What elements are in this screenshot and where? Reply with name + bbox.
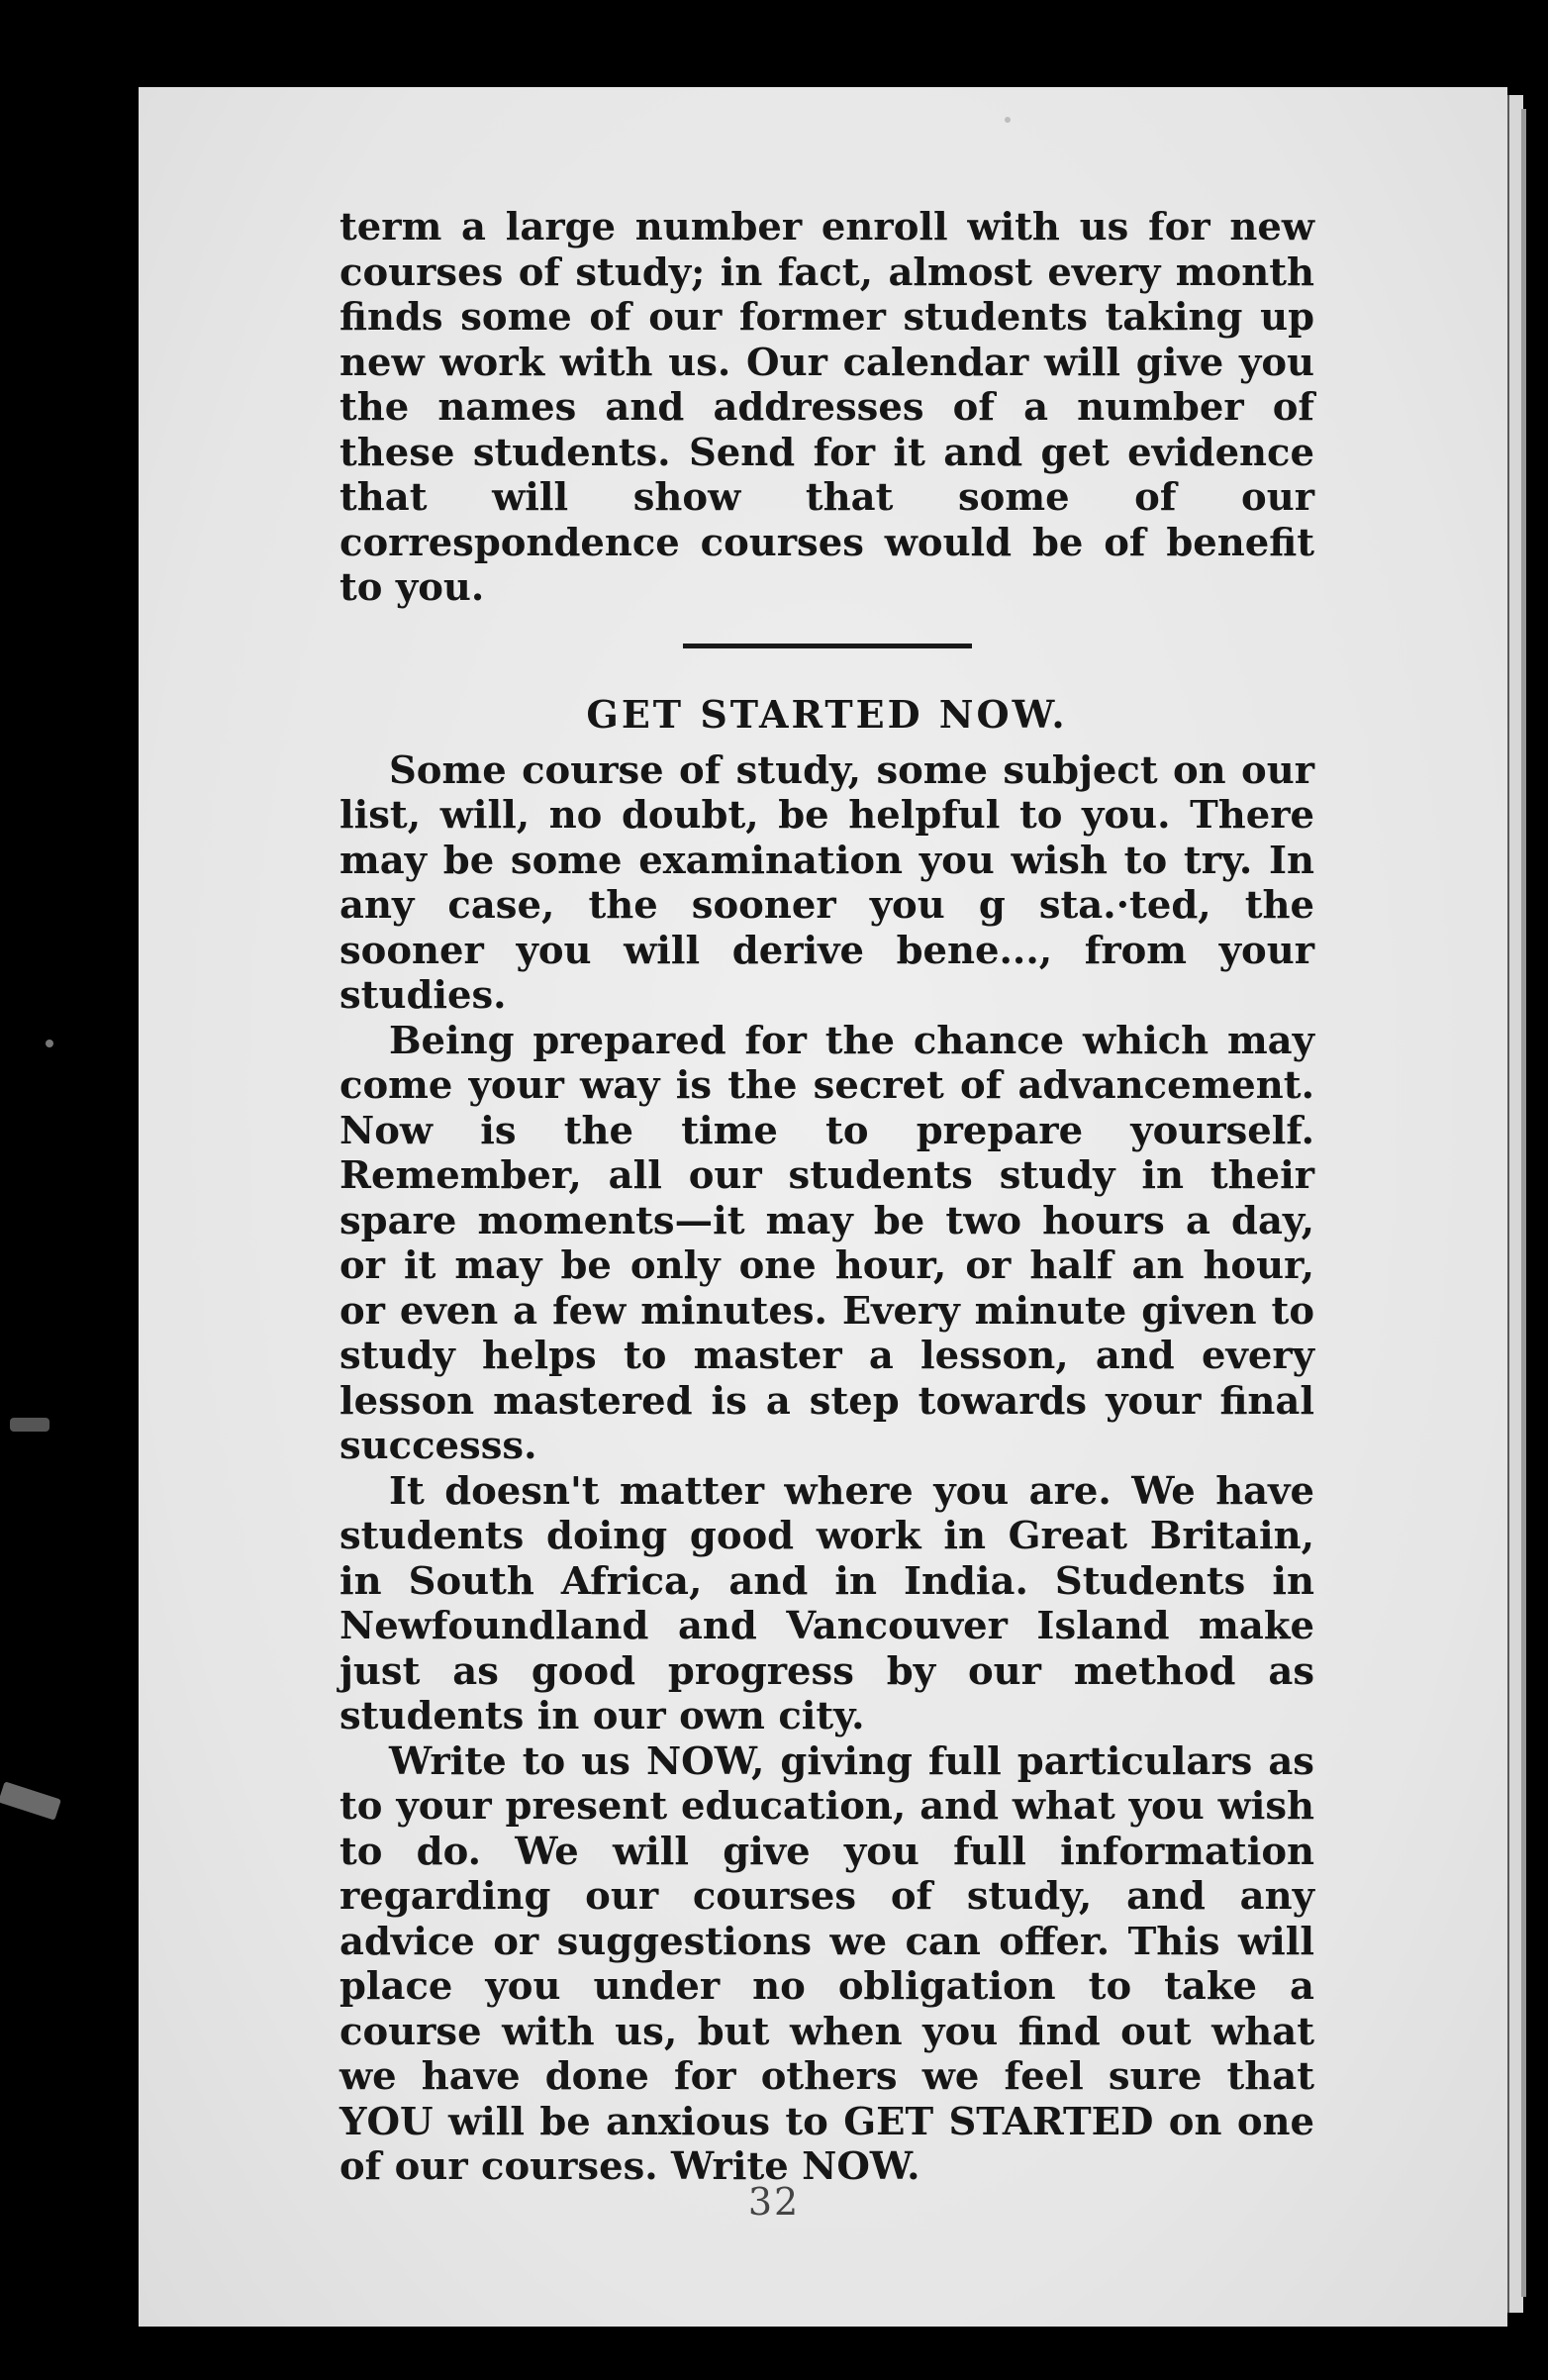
- page-edge-shadow: [1521, 109, 1526, 2297]
- intro-paragraph: term a large number enroll with us for new courses of study; in fact, almost every month finds some of our former students taking up new work with us. Our calendar will give you the names and addresses of a number of these students. Send for it and get evidence that will show that some of our correspondence courses would be of benefit to you.: [339, 205, 1314, 610]
- section-divider: [683, 644, 972, 648]
- body-paragraph: Some course of study, some subject on our list, will, no doubt, be helpful to you. There may be some examination you wish to try. In any case, the sooner you g sta.·ted, the sooner you will derive bene..., from your studies.: [339, 747, 1314, 1018]
- paper-speck: [1005, 117, 1011, 123]
- page-number: 32: [747, 2180, 801, 2224]
- margin-speck: [10, 1418, 49, 1432]
- body-paragraph: Write to us NOW, giving full particulars as to your present education, and what you wish to do. We will give you full information regarding our courses of study, and any advice or suggestions we can offer. This will place you under no obligation to take a course with us, but when you find out what we have done for others we feel sure that YOU will be anxious to GET STARTED on one of our courses. Write NOW.: [339, 1738, 1314, 2189]
- margin-speck: [46, 1040, 53, 1047]
- body-paragraph: Being prepared for the chance which may come your way is the secret of advancement. Now is the time to prepare yourself. Remember, all our students study in their spare moments—it may be two hours a day, or it may be only one hour, or half an hour, or even a few minutes. Every minute given to study helps to master a lesson, and every lesson mastered is a step towards your final successs.: [339, 1018, 1314, 1468]
- margin-speck: [0, 1781, 61, 1820]
- page-body: [339, 205, 1314, 2190]
- section-heading: GET STARTED NOW.: [586, 691, 1068, 737]
- body-paragraph: It doesn't matter where you are. We have students doing good work in Great Britain, in South Africa, and in India. Students in Newfoundland and Vancouver Island make just as good progress by our method as students in our own city.: [339, 1468, 1314, 1738]
